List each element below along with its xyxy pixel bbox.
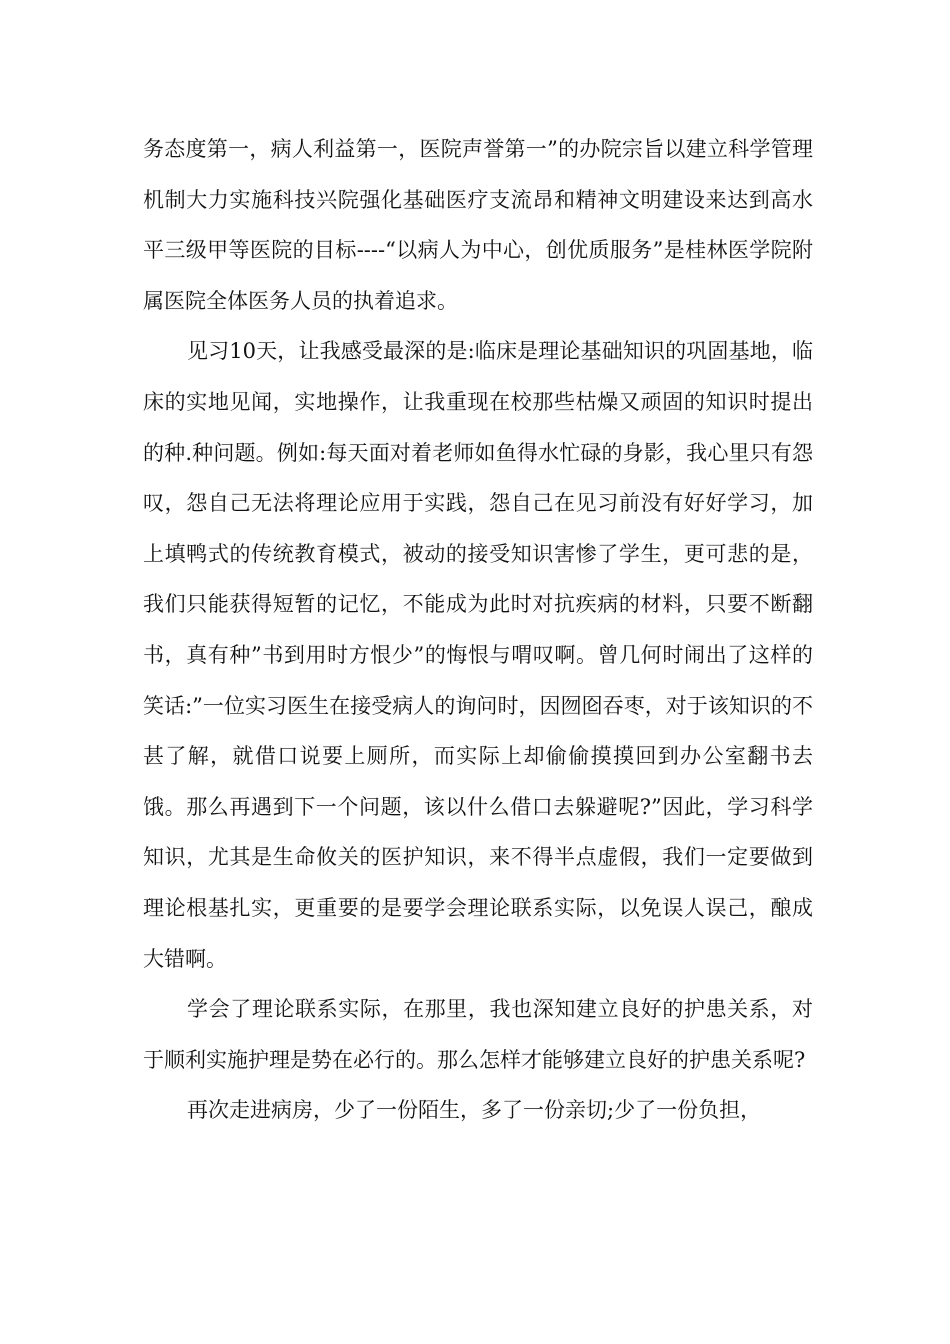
paragraph-3: 学会了理论联系实际，在那里，我也深知建立良好的护患关系，对于顺利实施护理是势在必行的。那么怎样才能够建立良好的护患关系呢? bbox=[143, 997, 813, 1072]
paragraph-2: 见习10天，让我感受最深的是:临床是理论基础知识的巩固基地，临床的实地见闻，实地操作，让我重现在校那些枯燥又顽固的知识时提出的种.种问题。例如:每天面对着老师如鱼得水忙碌的身影，我心里只有怨叹，怨自己无法将理论应用于实践，怨自己在见习前没有好好学习，加上填鸭式的传统教育模式，被动的接受知识害惨了学生，更可悲的是，我们只能获得短暂的记忆，不能成为此时对抗疾病的材料，只要不断翻书，真有种”书到用时方恨少”的悔恨与喟叹啊。曾几何时闹出了这样的笑话:”一位实习医生在接受病人的询问时，因囫囵吞枣，对于该知识的不甚了解，就借口说要上厕所，而实际上却偷偷摸摸回到办公室翻书去饿。那么再遇到下一个问题，该以什么借口去躲避呢?”因此，学习科学知识，尤其是生命攸关的医护知识，来不得半点虚假，我们一定要做到理论根基扎实，更重要的是要学会理论联系实际，以免误人误己，酿成大错啊。 bbox=[143, 339, 813, 971]
paragraph-1: 务态度第一，病人利益第一，医院声誉第一”的办院宗旨以建立科学管理机制大力实施科技兴院强化基础医疗支流昂和精神文明建设来达到高水平三级甲等医院的目标----“以病人为中心，创优质服务”是桂林医学院附属医院全体医务人员的执着追求。 bbox=[143, 137, 813, 313]
paragraph-4: 再次走进病房，少了一份陌生，多了一份亲切;少了一份负担， bbox=[187, 1098, 762, 1123]
document-body bbox=[143, 124, 813, 1136]
